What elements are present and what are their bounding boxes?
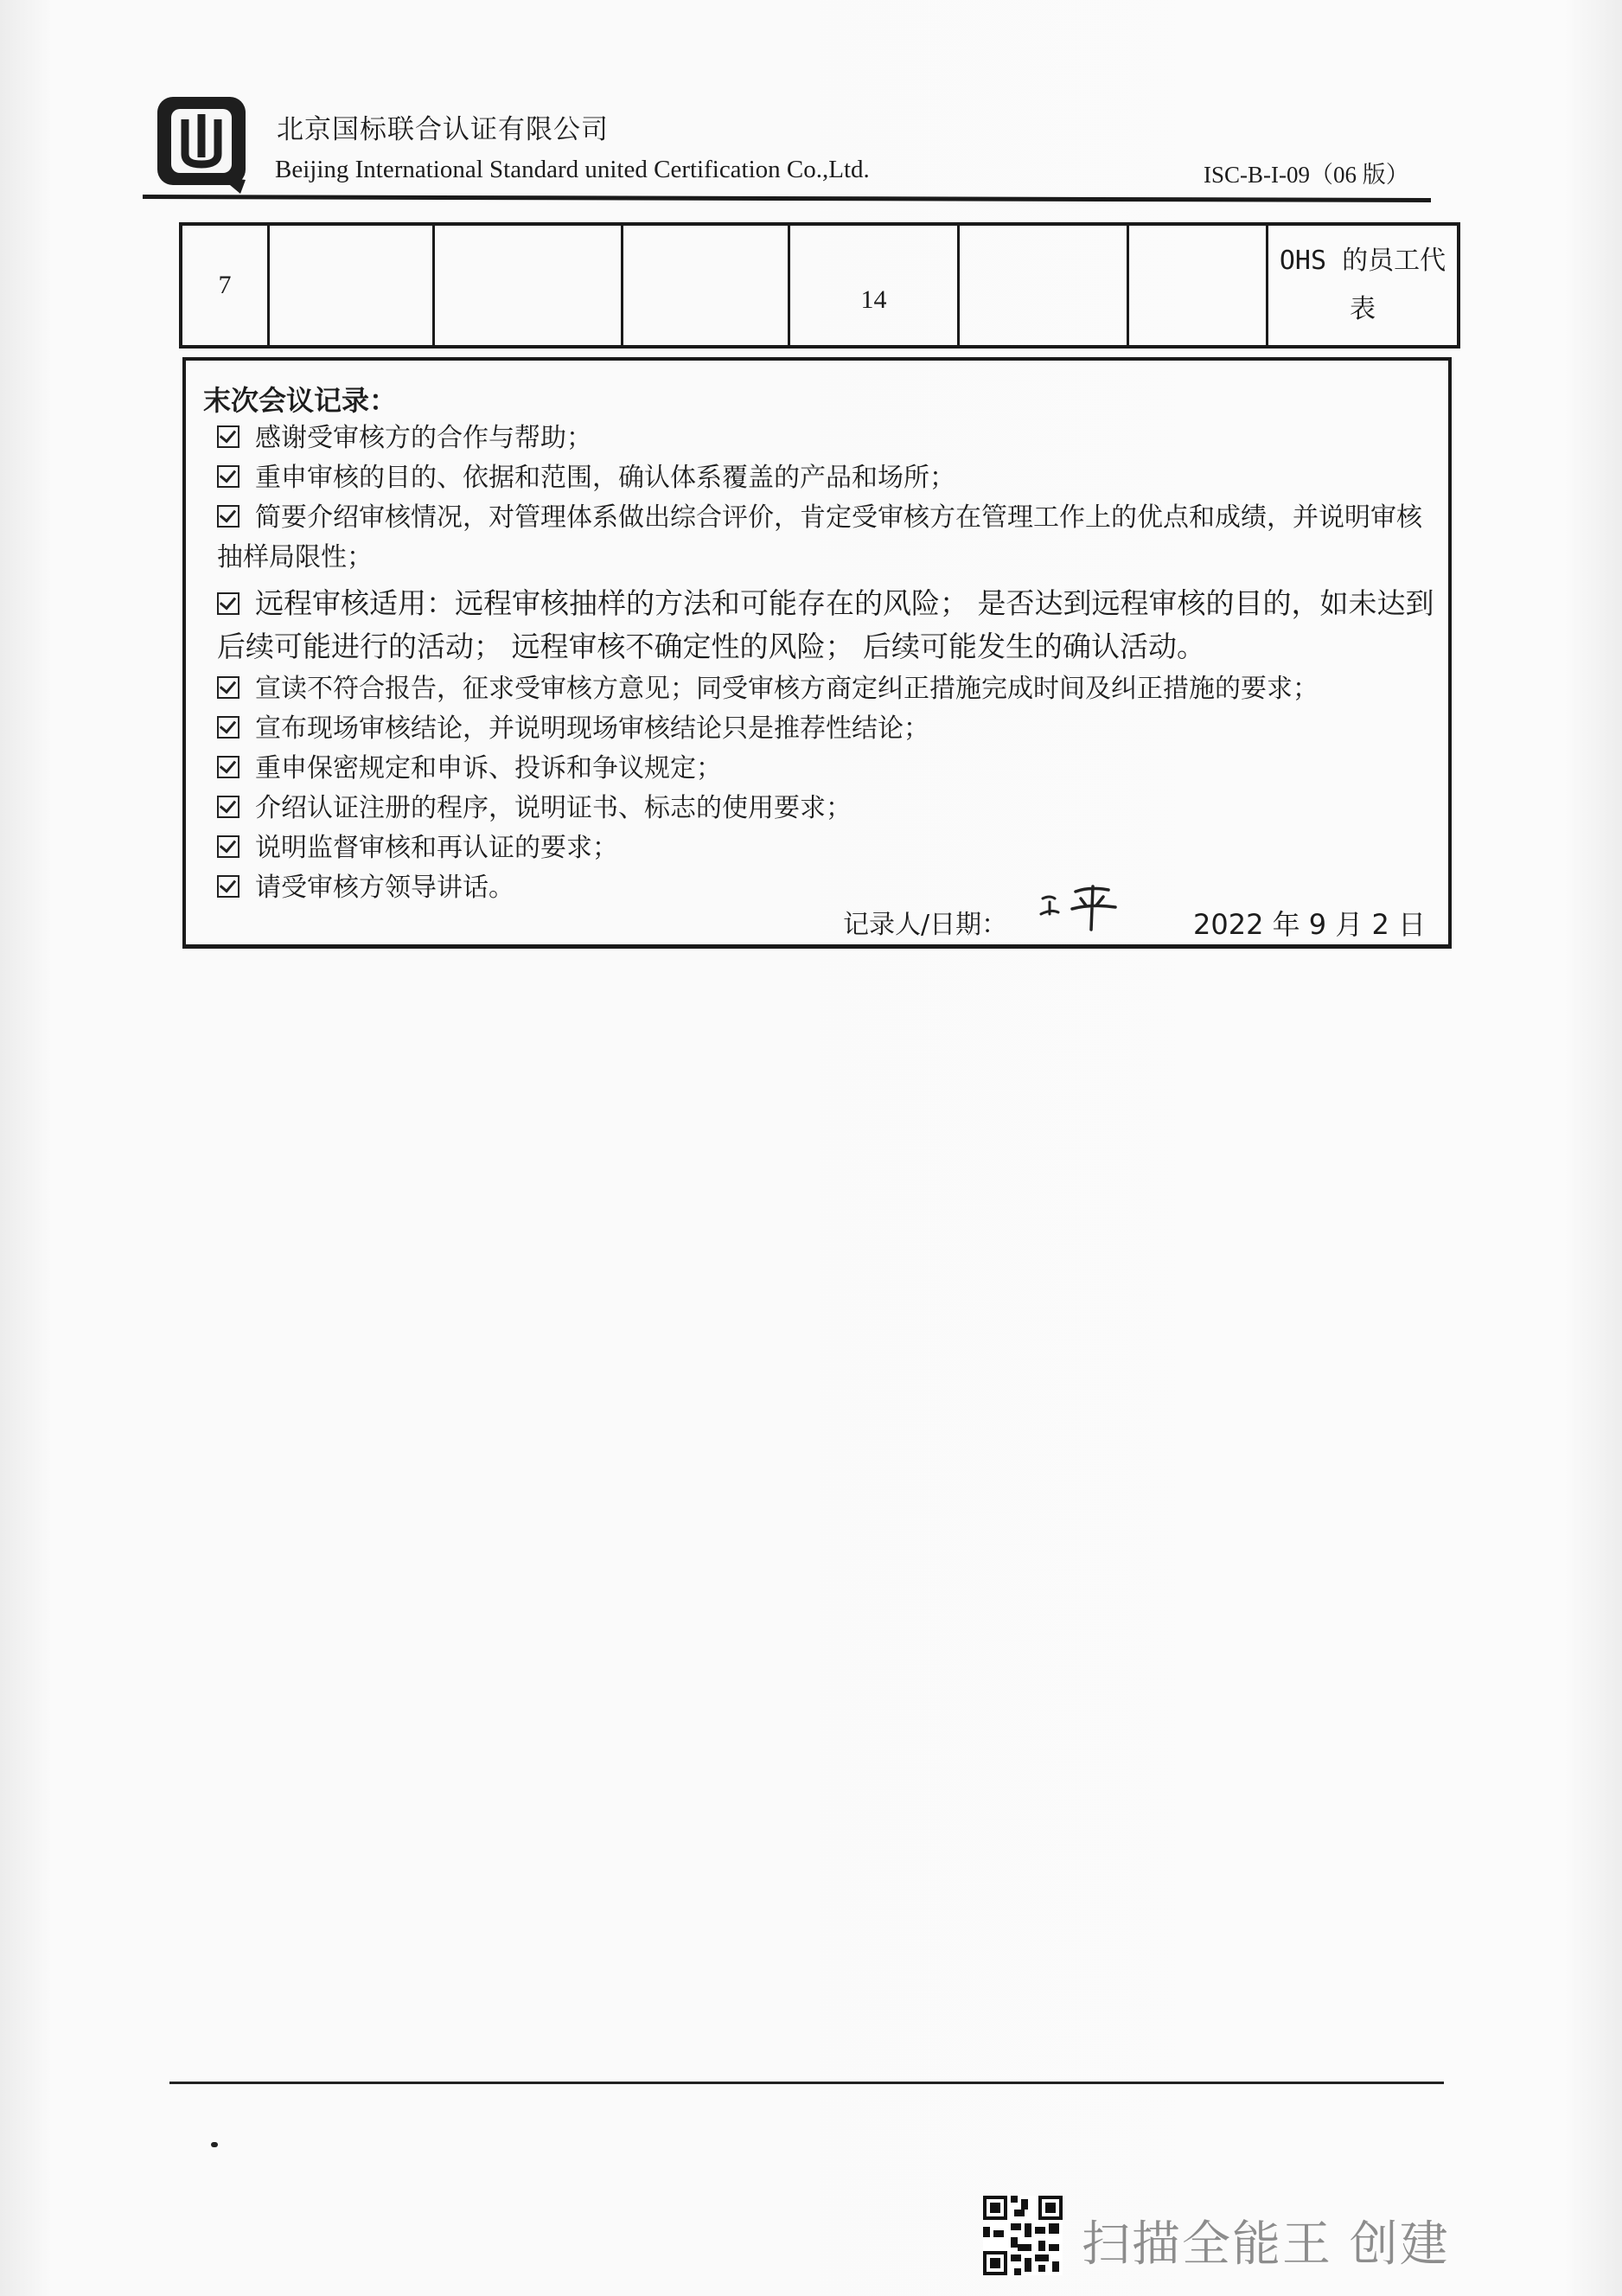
- checklist-item: 介绍认证注册的程序，说明证书、标志的使用要求；: [217, 789, 852, 828]
- checked-box-icon: [217, 592, 239, 615]
- checked-box-icon: [217, 756, 239, 778]
- checklist-item: 重申审核的目的、依据和范围，确认体系覆盖的产品和场所；: [217, 458, 955, 498]
- checklist-item: 感谢受审核方的合作与帮助；: [217, 419, 592, 458]
- table-cell: [959, 224, 1128, 347]
- footer-divider: [169, 2082, 1444, 2084]
- recorder-signature: [1038, 879, 1133, 931]
- section-title: 末次会议记录：: [203, 384, 398, 417]
- checked-box-icon: [217, 676, 239, 699]
- checklist-item: 简要介绍审核情况，对管理体系做出综合评价，肯定受审核方在管理工作上的优点和成绩，并说明审核抽样局限性；: [217, 502, 1422, 572]
- checklist-item: 远程审核适用：远程审核抽样的方法和可能存在的风险； 是否达到远程审核的目的，如未达到后续可能进行的活动； 远程审核不确定性的风险； 后续可能发生的确认活动。: [217, 586, 1434, 663]
- checked-box-icon: [217, 505, 239, 528]
- company-name-cn: 北京国标联合认证有限公司: [277, 114, 609, 145]
- table-row: [181, 224, 1459, 347]
- company-name-en: Beijing International Standard united Certification Co.,Ltd.: [275, 156, 870, 183]
- table-cell: [434, 224, 623, 347]
- table-cell: [623, 224, 789, 347]
- checklist-item: 宣读不符合报告，征求受审核方意见；同受审核方商定纠正措施完成时间及纠正措施的要求；: [217, 669, 1319, 709]
- form-code: ISC-B-I-09（06 版）: [1204, 162, 1409, 188]
- checklist-item: 说明监督审核和再认证的要求；: [217, 828, 618, 868]
- closing-meeting-record: [182, 357, 1452, 949]
- company-logo-icon: [154, 93, 249, 195]
- scanner-app-label: 扫描全能王 创建: [1082, 2216, 1450, 2273]
- checked-box-icon: [217, 875, 239, 898]
- checked-box-icon: [217, 465, 239, 488]
- checked-box-icon: [217, 425, 239, 448]
- table-cell-role: OHS 的员工代表: [1268, 224, 1459, 347]
- recorder-label: 记录人/日期：: [843, 910, 1008, 940]
- checked-box-icon: [217, 835, 239, 858]
- checked-box-icon: [217, 716, 239, 739]
- record-date: 2022 年 9 月 2 日: [1193, 908, 1427, 941]
- checklist-item: 重申保密规定和申诉、投诉和争议规定；: [217, 749, 722, 789]
- table-cell-number: 7: [181, 224, 269, 347]
- scan-speck: [211, 2142, 218, 2147]
- checklist-item: 宣布现场审核结论，并说明现场审核结论只是推荐性结论；: [217, 709, 929, 749]
- qr-code-icon: [983, 2196, 1063, 2275]
- participant-table-row: [179, 222, 1460, 349]
- checklist-item: 请受审核方领导讲话。: [217, 868, 514, 908]
- header-divider: [143, 195, 1431, 202]
- table-cell-count: 14: [789, 224, 959, 347]
- checked-box-icon: [217, 796, 239, 818]
- table-cell: [1128, 224, 1268, 347]
- table-cell: [269, 224, 434, 347]
